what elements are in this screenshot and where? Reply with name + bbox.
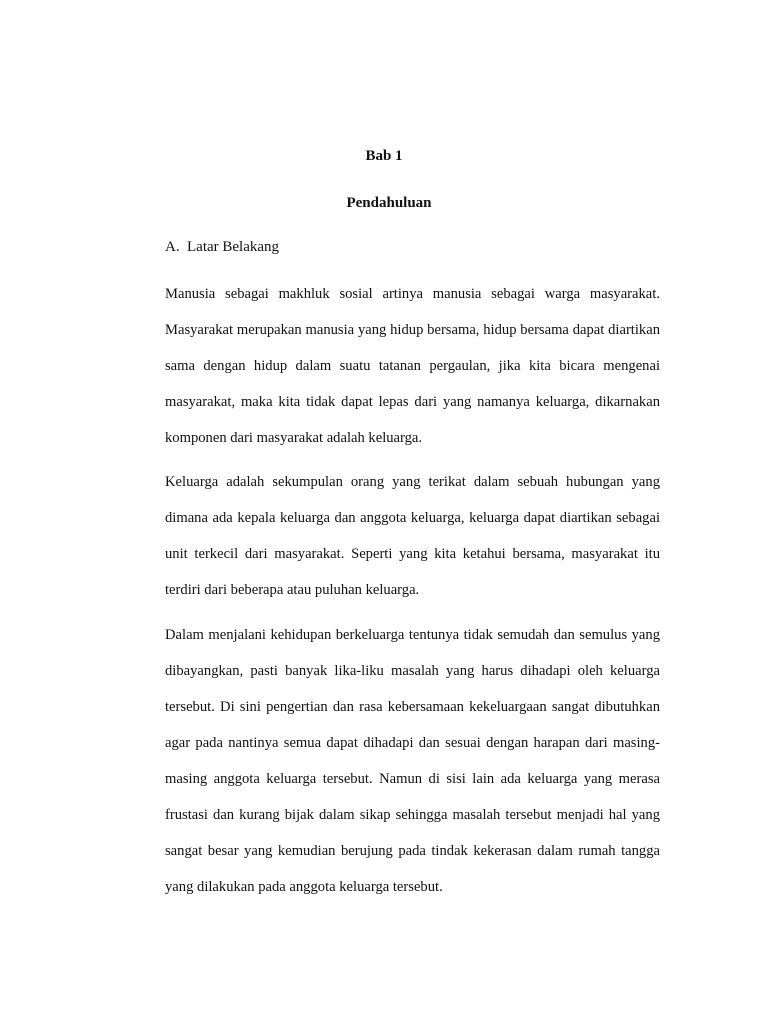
section-heading (165, 237, 279, 257)
paragraph: Dalam menjalani kehidupan berkeluarga tentunya tidak semudah dan semulus yang dibayangkan, pasti banyak lika-liku masalah yang harus dihadapi oleh keluarga tersebut. Di sini pengertian dan rasa kebersamaan kekeluargaan sangat dibutuhkan agar pada nantinya semua dapat dihadapi dan sesuai dengan harapan dari masing-masing anggota keluarga tersebut. Namun di sisi lain ada keluarga yang merasa frustasi dan kurang bijak dalam sikap sehingga masalah tersebut menjadi hal yang sangat besar yang kemudian berujung pada tindak kekerasan dalam rumah tangga yang dilakukan pada anggota keluarga tersebut. (165, 627, 660, 895)
section-number: A. (165, 239, 180, 255)
paragraph: Manusia sebagai makhluk sosial artinya manusia sebagai warga masyarakat. Masyarakat merupakan manusia yang hidup bersama, hidup bersama dapat diartikan sama dengan hidup dalam suatu tatanan pergaulan, jika kita bicara mengenai masyarakat, maka kita tidak dapat lepas dari yang namanya keluarga, dikarnakan komponen dari masyarakat adalah keluarga. (165, 286, 660, 446)
chapter-title: Pendahuluan (346, 195, 432, 211)
chapter-heading: Bab 1 (365, 148, 403, 164)
section-heading-text: Latar Belakang (187, 239, 280, 255)
paragraph: Keluarga adalah sekumpulan orang yang terikat dalam sebuah hubungan yang dimana ada kepala keluarga dan anggota keluarga, keluarga dapat diartikan sebagai unit terkecil dari masyarakat. Seperti yang kita ketahui bersama, masyarakat itu terdiri dari beberapa atau puluhan keluarga. (165, 474, 660, 598)
